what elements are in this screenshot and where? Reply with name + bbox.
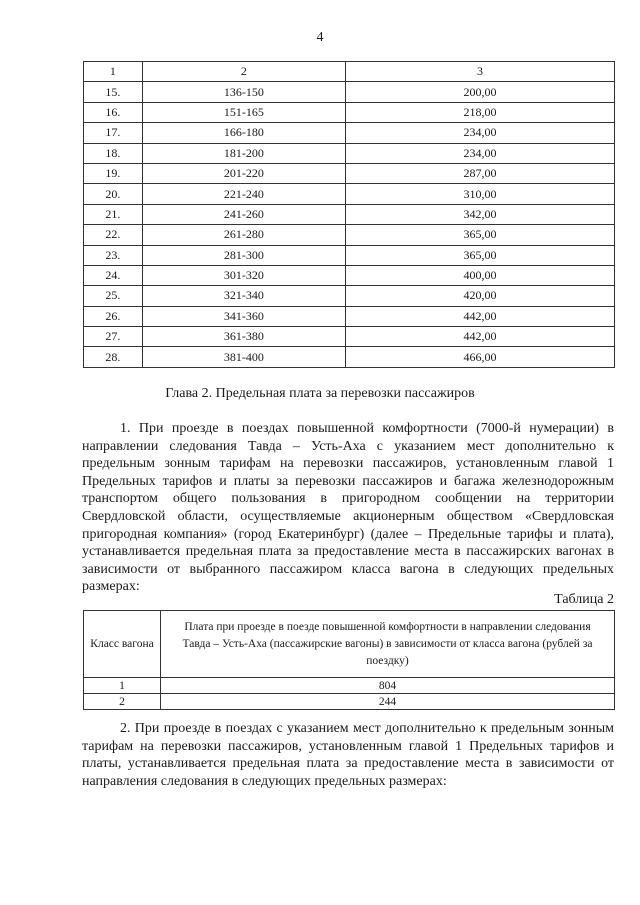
table-header-row xyxy=(84,611,615,678)
row-number-cell: 18. xyxy=(84,143,143,163)
zone-range-cell: 381-400 xyxy=(142,347,345,367)
table-row xyxy=(84,163,615,183)
tariff-cell: 218,00 xyxy=(346,102,615,122)
row-number-cell: 20. xyxy=(84,184,143,204)
table-row xyxy=(84,143,615,163)
tariff-zones-table xyxy=(83,61,615,368)
tariff-cell: 200,00 xyxy=(346,82,615,102)
table-row xyxy=(84,694,615,710)
table-row xyxy=(84,286,615,306)
tariff-cell: 287,00 xyxy=(346,163,615,183)
header-wagon-class: Класс вагона xyxy=(84,611,161,678)
tariff-cell: 442,00 xyxy=(346,306,615,326)
tariff-cell: 365,00 xyxy=(346,225,615,245)
row-number-cell: 25. xyxy=(84,286,143,306)
table-row xyxy=(84,245,615,265)
zone-range-cell: 321-340 xyxy=(142,286,345,306)
zone-range-cell: 181-200 xyxy=(142,143,345,163)
row-number-cell: 27. xyxy=(84,327,143,347)
paragraph-2: 2. При проезде в поездах с указанием мест дополнительно к предельным зонным тарифам на перевозки пассажиров, установленным главой 1 Предельных тарифов и платы, устанавливается предельная плата за предоставление места в зависимости от направления следования в следующих предельных размерах: xyxy=(82,721,614,789)
table-row xyxy=(84,306,615,326)
table-row xyxy=(84,82,615,102)
wagon-class-cell: 2 xyxy=(84,694,161,710)
zone-range-cell: 281-300 xyxy=(142,245,345,265)
tariff-cell: 400,00 xyxy=(346,265,615,285)
column-header: 3 xyxy=(346,62,615,82)
row-number-cell: 22. xyxy=(84,225,143,245)
header-fee: Плата при проезде в поезде повышенной комфортности в направлении следования Тавда – Усть-Аха (пассажирские вагоны) в зависимости от класса вагона (рублей за поездку) xyxy=(161,611,615,678)
tariff-cell: 365,00 xyxy=(346,245,615,265)
tariff-cell: 420,00 xyxy=(346,286,615,306)
column-header: 2 xyxy=(142,62,345,82)
zone-range-cell: 221-240 xyxy=(142,184,345,204)
tariff-cell: 310,00 xyxy=(346,184,615,204)
page-number: 4 xyxy=(316,30,324,45)
zone-range-cell: 136-150 xyxy=(142,82,345,102)
table-header-row xyxy=(84,62,615,82)
row-number-cell: 16. xyxy=(84,102,143,122)
table-caption: Таблица 2 xyxy=(554,592,614,607)
fee-cell: 804 xyxy=(161,678,615,694)
zone-range-cell: 166-180 xyxy=(142,123,345,143)
row-number-cell: 19. xyxy=(84,163,143,183)
zone-range-cell: 241-260 xyxy=(142,204,345,224)
wagon-class-fee-table xyxy=(83,610,615,710)
table-row xyxy=(84,204,615,224)
table-row xyxy=(84,678,615,694)
fee-cell: 244 xyxy=(161,694,615,710)
row-number-cell: 23. xyxy=(84,245,143,265)
table-row xyxy=(84,225,615,245)
tariff-cell: 234,00 xyxy=(346,123,615,143)
paragraph-1: 1. При проезде в поездах повышенной комфортности (7000-й нумерации) в направлении следования Тавда – Усть-Аха с указанием мест дополнительно к предельным зонным тарифам на перевозки пассажиров, установленным главой 1 Предельных тарифов и платы за перевозки пассажиров и багажа железнодорожным транспортом общего пользования в пригородном сообщении на территории Свердловской области, осуществляемые акционерным обществом «Свердловская пригородная компания» (город Екатеринбург) (далее – Предельные тарифы и плата), устанавливается предельная плата за предоставление места в пассажирских вагонах в зависимости от выбранного пассажиром класса вагона в следующих предельных размерах: xyxy=(82,421,614,595)
zone-range-cell: 301-320 xyxy=(142,265,345,285)
zone-range-cell: 151-165 xyxy=(142,102,345,122)
tariff-cell: 466,00 xyxy=(346,347,615,367)
column-header: 1 xyxy=(84,62,143,82)
tariff-cell: 234,00 xyxy=(346,143,615,163)
row-number-cell: 21. xyxy=(84,204,143,224)
table-row xyxy=(84,265,615,285)
zone-range-cell: 261-280 xyxy=(142,225,345,245)
row-number-cell: 26. xyxy=(84,306,143,326)
table-row xyxy=(84,327,615,347)
table-row xyxy=(84,347,615,367)
zone-range-cell: 341-360 xyxy=(142,306,345,326)
tariff-cell: 342,00 xyxy=(346,204,615,224)
zone-range-cell: 201-220 xyxy=(142,163,345,183)
chapter-title: Глава 2. Предельная плата за перевозки пассажиров xyxy=(165,386,475,401)
row-number-cell: 28. xyxy=(84,347,143,367)
row-number-cell: 15. xyxy=(84,82,143,102)
zone-range-cell: 361-380 xyxy=(142,327,345,347)
row-number-cell: 17. xyxy=(84,123,143,143)
wagon-class-cell: 1 xyxy=(84,678,161,694)
table-row xyxy=(84,123,615,143)
table-row xyxy=(84,184,615,204)
table-row xyxy=(84,102,615,122)
row-number-cell: 24. xyxy=(84,265,143,285)
tariff-cell: 442,00 xyxy=(346,327,615,347)
